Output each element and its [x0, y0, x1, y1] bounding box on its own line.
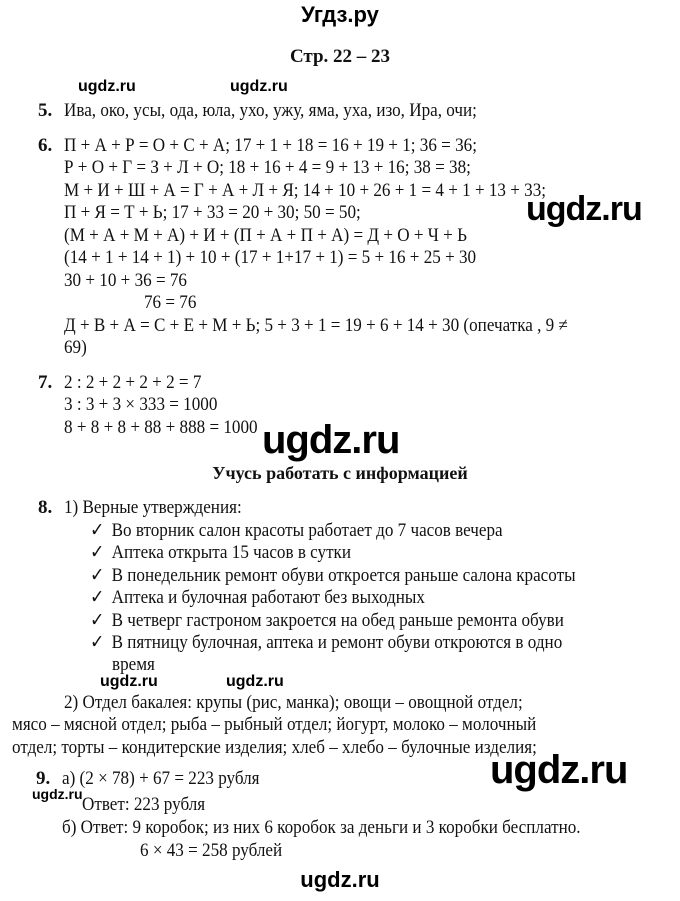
task9-line: а) (2 × 78) + 67 = 223 рубля: [62, 768, 260, 789]
list-item-text: Аптека открыта 15 часов в сутки: [111, 542, 352, 563]
list-item-text: время: [112, 654, 155, 675]
site-title: Угдз.ру: [301, 2, 379, 27]
check-icon: ✓: [90, 565, 105, 586]
list-item: [90, 542, 351, 564]
watermark: ugdz.ru: [100, 673, 158, 690]
task6-line: 76 = 76: [144, 292, 197, 313]
task6-line: М + И + Ш + А = Г + А + Л + Я; 14 + 10 + 26 + 1 = 4 + 1 + 13 + 33;: [64, 180, 547, 201]
check-icon: ✓: [90, 632, 105, 653]
task8-part2-line: 2) Отдел бакалея: крупы (рис, манка); овощи – овощной отдел;: [64, 692, 523, 713]
task9-line: 6 × 43 = 258 рублей: [140, 840, 283, 861]
list-item-text: В пятницу булочная, аптека и ремонт обуви откроются в одно: [111, 632, 563, 653]
watermark: ugdz.ru: [490, 748, 628, 792]
task6-line: 69): [64, 337, 87, 358]
task6-line: (14 + 1 + 14 + 1) + 10 + (17 + 1+17 + 1) = 5 + 16 + 25 + 30: [64, 247, 477, 268]
list-item-text: В понедельник ремонт обуви откроется раньше салона красоты: [111, 565, 576, 586]
page-heading: Стр. 22 – 23: [289, 46, 391, 67]
check-icon: ✓: [90, 610, 105, 631]
list-item: [90, 610, 564, 632]
watermark: ugdz.ru: [230, 78, 288, 95]
task-number: 8.: [38, 497, 53, 518]
list-item-text: Во вторник салон красоты работает до 7 часов вечера: [111, 520, 503, 541]
task6-line: П + А + Р = О + С + А; 17 + 1 + 18 = 16 + 19 + 1; 36 = 36;: [64, 135, 477, 156]
list-item: [90, 565, 576, 587]
section-heading: Учусь работать с информацией: [212, 463, 468, 483]
task-number: 5.: [38, 100, 53, 121]
task6-line: П + Я = Т + Ь; 17 + 33 = 20 + 30; 50 = 50;: [64, 202, 361, 223]
watermark: ugdz.ru: [526, 190, 642, 228]
task-number: 9.: [36, 768, 51, 789]
task9-line: Ответ: 223 рубля: [82, 794, 206, 815]
watermark: ugdz.ru: [78, 78, 136, 95]
task-number: 7.: [38, 372, 53, 393]
list-item-text: Аптека и булочная работают без выходных: [111, 587, 425, 608]
task8-intro: 1) Верные утверждения:: [64, 497, 242, 518]
task7-line: 3 : 3 + 3 × 333 = 1000: [64, 394, 218, 415]
task9-line: б) Ответ: 9 коробок; из них 6 коробок за деньги и 3 коробки бесплатно.: [62, 817, 581, 838]
list-item: [90, 632, 562, 654]
list-item: [90, 587, 425, 609]
list-item-text: В четверг гастроном закроется на обед раньше ремонта обуви: [111, 610, 564, 631]
watermark: ugdz.ru: [32, 786, 83, 802]
task8-part2-line: мясо – мясной отдел; рыба – рыбный отдел; йогурт, молоко – молочный: [12, 714, 537, 735]
watermark: ugdz.ru: [262, 418, 400, 462]
task6-line: Д + В + А = С + Е + М + Ь; 5 + 3 + 1 = 19 + 6 + 14 + 30 (опечатка , 9 ≠: [64, 315, 568, 336]
watermark: ugdz.ru: [300, 867, 380, 892]
task6-line: Р + О + Г = З + Л + О; 18 + 16 + 4 = 9 + 13 + 16; 38 = 38;: [64, 157, 471, 178]
task6-line: (М + А + М + А) + И + (П + А + П + А) = Д + О + Ч + Ь: [64, 225, 467, 246]
watermark: ugdz.ru: [226, 673, 284, 690]
task7-line: 8 + 8 + 8 + 88 + 888 = 1000: [64, 417, 258, 438]
task5-text: Ива, око, усы, ода, юла, ухо, ужу, яма, уха, изо, Ира, очи;: [64, 100, 477, 121]
list-item: [90, 520, 503, 542]
check-icon: ✓: [90, 542, 105, 563]
task-number: 6.: [38, 135, 53, 156]
task8-part2-line: отдел; торты – кондитерские изделия; хлеб – хлебо – булочные изделия;: [12, 737, 537, 758]
task7-line: 2 : 2 + 2 + 2 + 2 = 7: [64, 372, 202, 393]
check-icon: ✓: [90, 587, 105, 608]
task6-line: 30 + 10 + 36 = 76: [64, 270, 187, 291]
check-icon: ✓: [90, 520, 105, 541]
